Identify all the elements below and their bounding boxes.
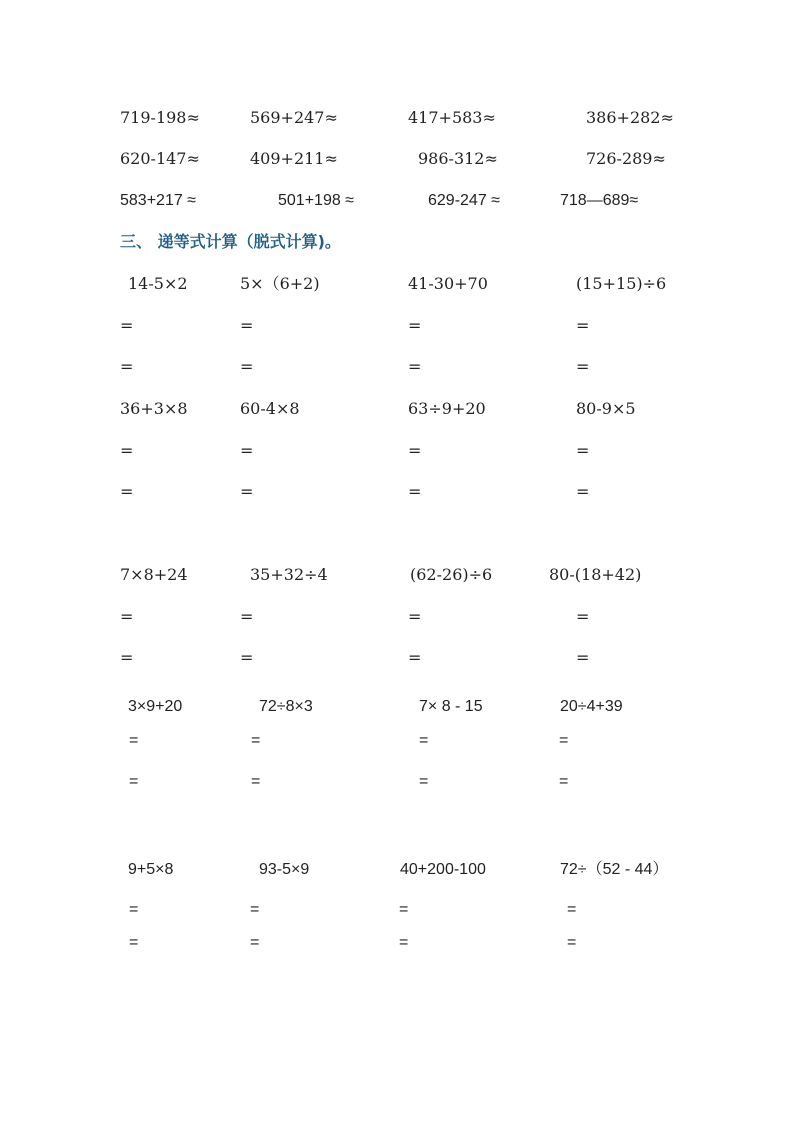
problem-2-3: 63÷9+20 [408,399,486,418]
equal-sign: = [576,316,590,335]
section-3-heading: 三、 递等式计算（脱式计算)。 [120,232,341,251]
equal-sign: = [251,773,261,790]
equal-sign: = [120,648,134,667]
problem-3-1: 7×8+24 [120,565,188,584]
equal-sign: = [408,357,422,376]
equal-sign: = [120,607,134,626]
equal-sign: = [408,607,422,626]
equal-sign: = [399,901,409,918]
equal-sign: = [576,482,590,501]
equal-sign: = [120,441,134,460]
equal-sign: = [240,316,254,335]
equal-sign: = [129,773,139,790]
problem-5-1: 9+5×8 [128,861,174,878]
equal-sign: = [408,316,422,335]
estimation-1-1: 719-198≈ [120,108,200,127]
equal-sign: = [408,648,422,667]
estimation-1-3: 417+583≈ [408,108,496,127]
equal-sign: = [240,357,254,376]
problem-5-3: 40+200-100 [400,861,486,878]
problem-1-4: (15+15)÷6 [576,274,667,293]
problem-4-2: 72÷8×3 [259,698,313,715]
equal-sign: = [240,648,254,667]
estimation-1-4: 386+282≈ [586,108,674,127]
problem-5-2: 93-5×9 [259,861,310,878]
equal-sign: = [559,773,569,790]
equal-sign: = [408,441,422,460]
equal-sign: = [576,607,590,626]
equal-sign: = [250,901,260,918]
problem-1-2: 5×（6+2) [240,274,320,293]
equal-sign: = [559,732,569,749]
equal-sign: = [240,607,254,626]
equal-sign: = [576,357,590,376]
estimation-3-4: 718—689≈ [560,192,639,209]
equal-sign: = [567,901,577,918]
equal-sign: = [251,732,261,749]
equal-sign: = [240,441,254,460]
problem-5-4: 72÷（52 - 44） [560,861,669,878]
estimation-3-1: 583+217 ≈ [120,192,196,209]
problem-3-2: 35+32÷4 [250,565,328,584]
problem-4-4: 20÷4+39 [560,698,623,715]
estimation-3-3: 629-247 ≈ [428,192,500,209]
problem-4-1: 3×9+20 [128,698,183,715]
problem-2-2: 60-4×8 [240,399,300,418]
problem-1-1: 14-5×2 [128,274,188,293]
equal-sign: = [129,732,139,749]
estimation-2-1: 620-147≈ [120,149,200,168]
equal-sign: = [240,482,254,501]
equal-sign: = [576,441,590,460]
problem-3-3: (62-26)÷6 [410,565,493,584]
equal-sign: = [408,482,422,501]
equal-sign: = [399,934,409,951]
equal-sign: = [129,934,139,951]
estimation-3-2: 501+198 ≈ [278,192,354,209]
equal-sign: = [419,732,429,749]
equal-sign: = [250,934,260,951]
problem-1-3: 41-30+70 [408,274,488,293]
equal-sign: = [120,316,134,335]
equal-sign: = [129,901,139,918]
problem-3-4: 80-(18+42) [549,565,642,584]
estimation-1-2: 569+247≈ [250,108,338,127]
equal-sign: = [120,482,134,501]
equal-sign: = [419,773,429,790]
estimation-2-3: 986-312≈ [418,149,498,168]
problem-2-1: 36+3×8 [120,399,188,418]
problem-2-4: 80-9×5 [576,399,636,418]
estimation-2-2: 409+211≈ [250,149,338,168]
equal-sign: = [120,357,134,376]
equal-sign: = [567,934,577,951]
problem-4-3: 7× 8 - 15 [419,698,483,715]
estimation-2-4: 726-289≈ [586,149,666,168]
equal-sign: = [576,648,590,667]
